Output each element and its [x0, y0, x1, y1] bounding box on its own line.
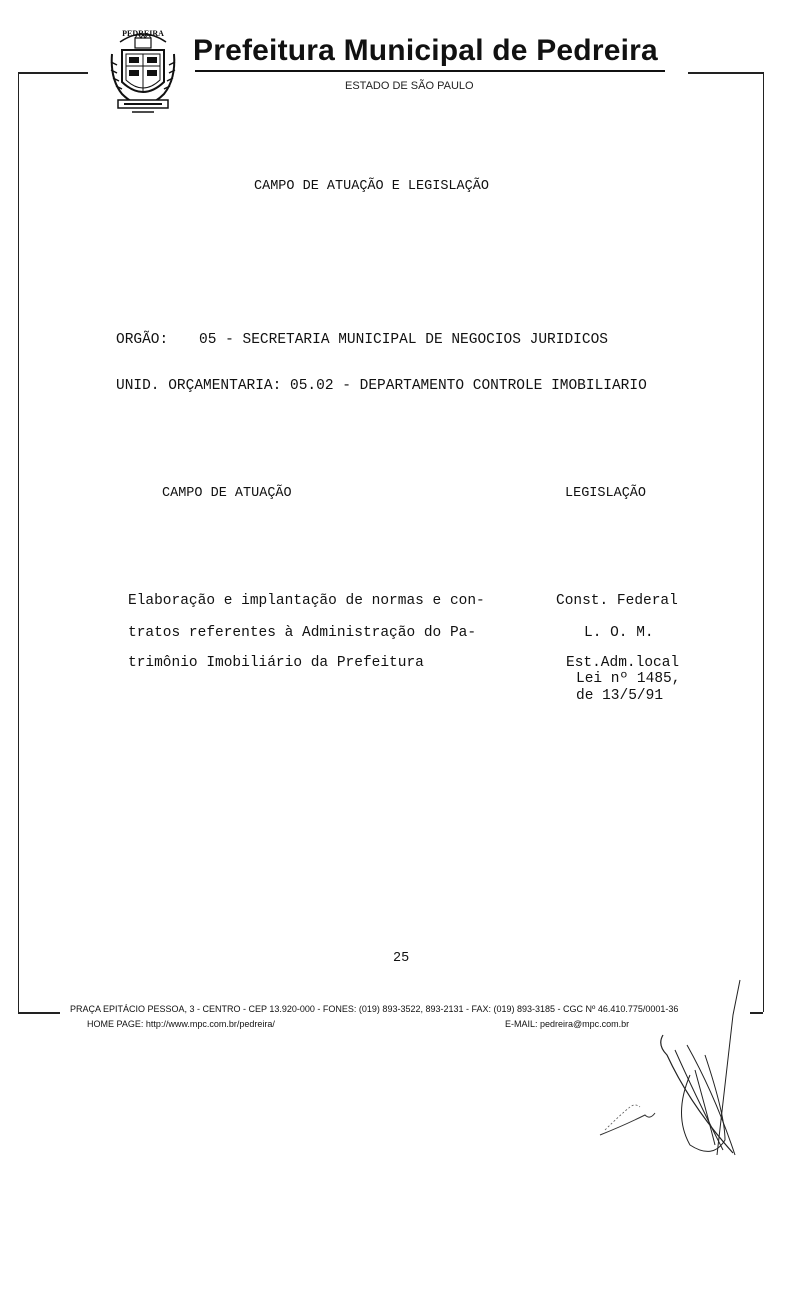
document-heading: CAMPO DE ATUAÇÃO E LEGISLAÇÃO [254, 179, 489, 194]
unidade-orcamentaria: UNID. ORÇAMENTARIA: 05.02 - DEPARTAMENTO CONTROLE IMOBILIARIO [116, 378, 647, 394]
letterhead-subtitle: ESTADO DE SÃO PAULO [345, 80, 474, 92]
footer-address: PRAÇA EPITÁCIO PESSOA, 3 - CENTRO - CEP 13.920-000 - FONES: (019) 893-3522, 893-2131 - FAX: (019) 893-3185 - CGC Nº 46.410.775/0001-36 [70, 1004, 679, 1014]
legislacao-line: Est.Adm.local [566, 655, 680, 671]
letterhead-title: Prefeitura Municipal de Pedreira [193, 34, 658, 67]
orgao-value: 05 - SECRETARIA MUNICIPAL DE NEGOCIOS JURIDICOS [199, 332, 608, 348]
campo-line: tratos referentes à Administração do Pa- [128, 625, 477, 641]
orgao-label: ORGÃO: [116, 332, 169, 348]
municipal-seal-icon [108, 24, 178, 116]
border-bottom-left [18, 1012, 60, 1014]
handwritten-signature-icon [595, 975, 775, 1165]
page-border-frame [18, 72, 764, 1012]
legislacao-line: Lei nº 1485, [576, 671, 681, 687]
page-number: 25 [393, 951, 410, 966]
legislacao-line: Const. Federal [556, 593, 678, 609]
footer-homepage: HOME PAGE: http://www.mpc.com.br/pedreira/ [87, 1019, 275, 1029]
footer-email: E-MAIL: pedreira@mpc.com.br [505, 1019, 630, 1029]
border-top-right [688, 72, 763, 74]
campo-line: trimônio Imobiliário da Prefeitura [128, 655, 424, 671]
legislacao-line: de 13/5/91 [576, 688, 664, 704]
column-header-campo: CAMPO DE ATUAÇÃO [162, 486, 292, 501]
column-header-legislacao: LEGISLAÇÃO [565, 486, 647, 501]
letterhead-underline [195, 70, 665, 72]
campo-line: Elaboração e implantação de normas e con- [128, 593, 485, 609]
border-top-left [18, 72, 88, 74]
legislacao-line: L. O. M. [584, 625, 654, 641]
seal-text: PEDREIRA [122, 29, 164, 38]
